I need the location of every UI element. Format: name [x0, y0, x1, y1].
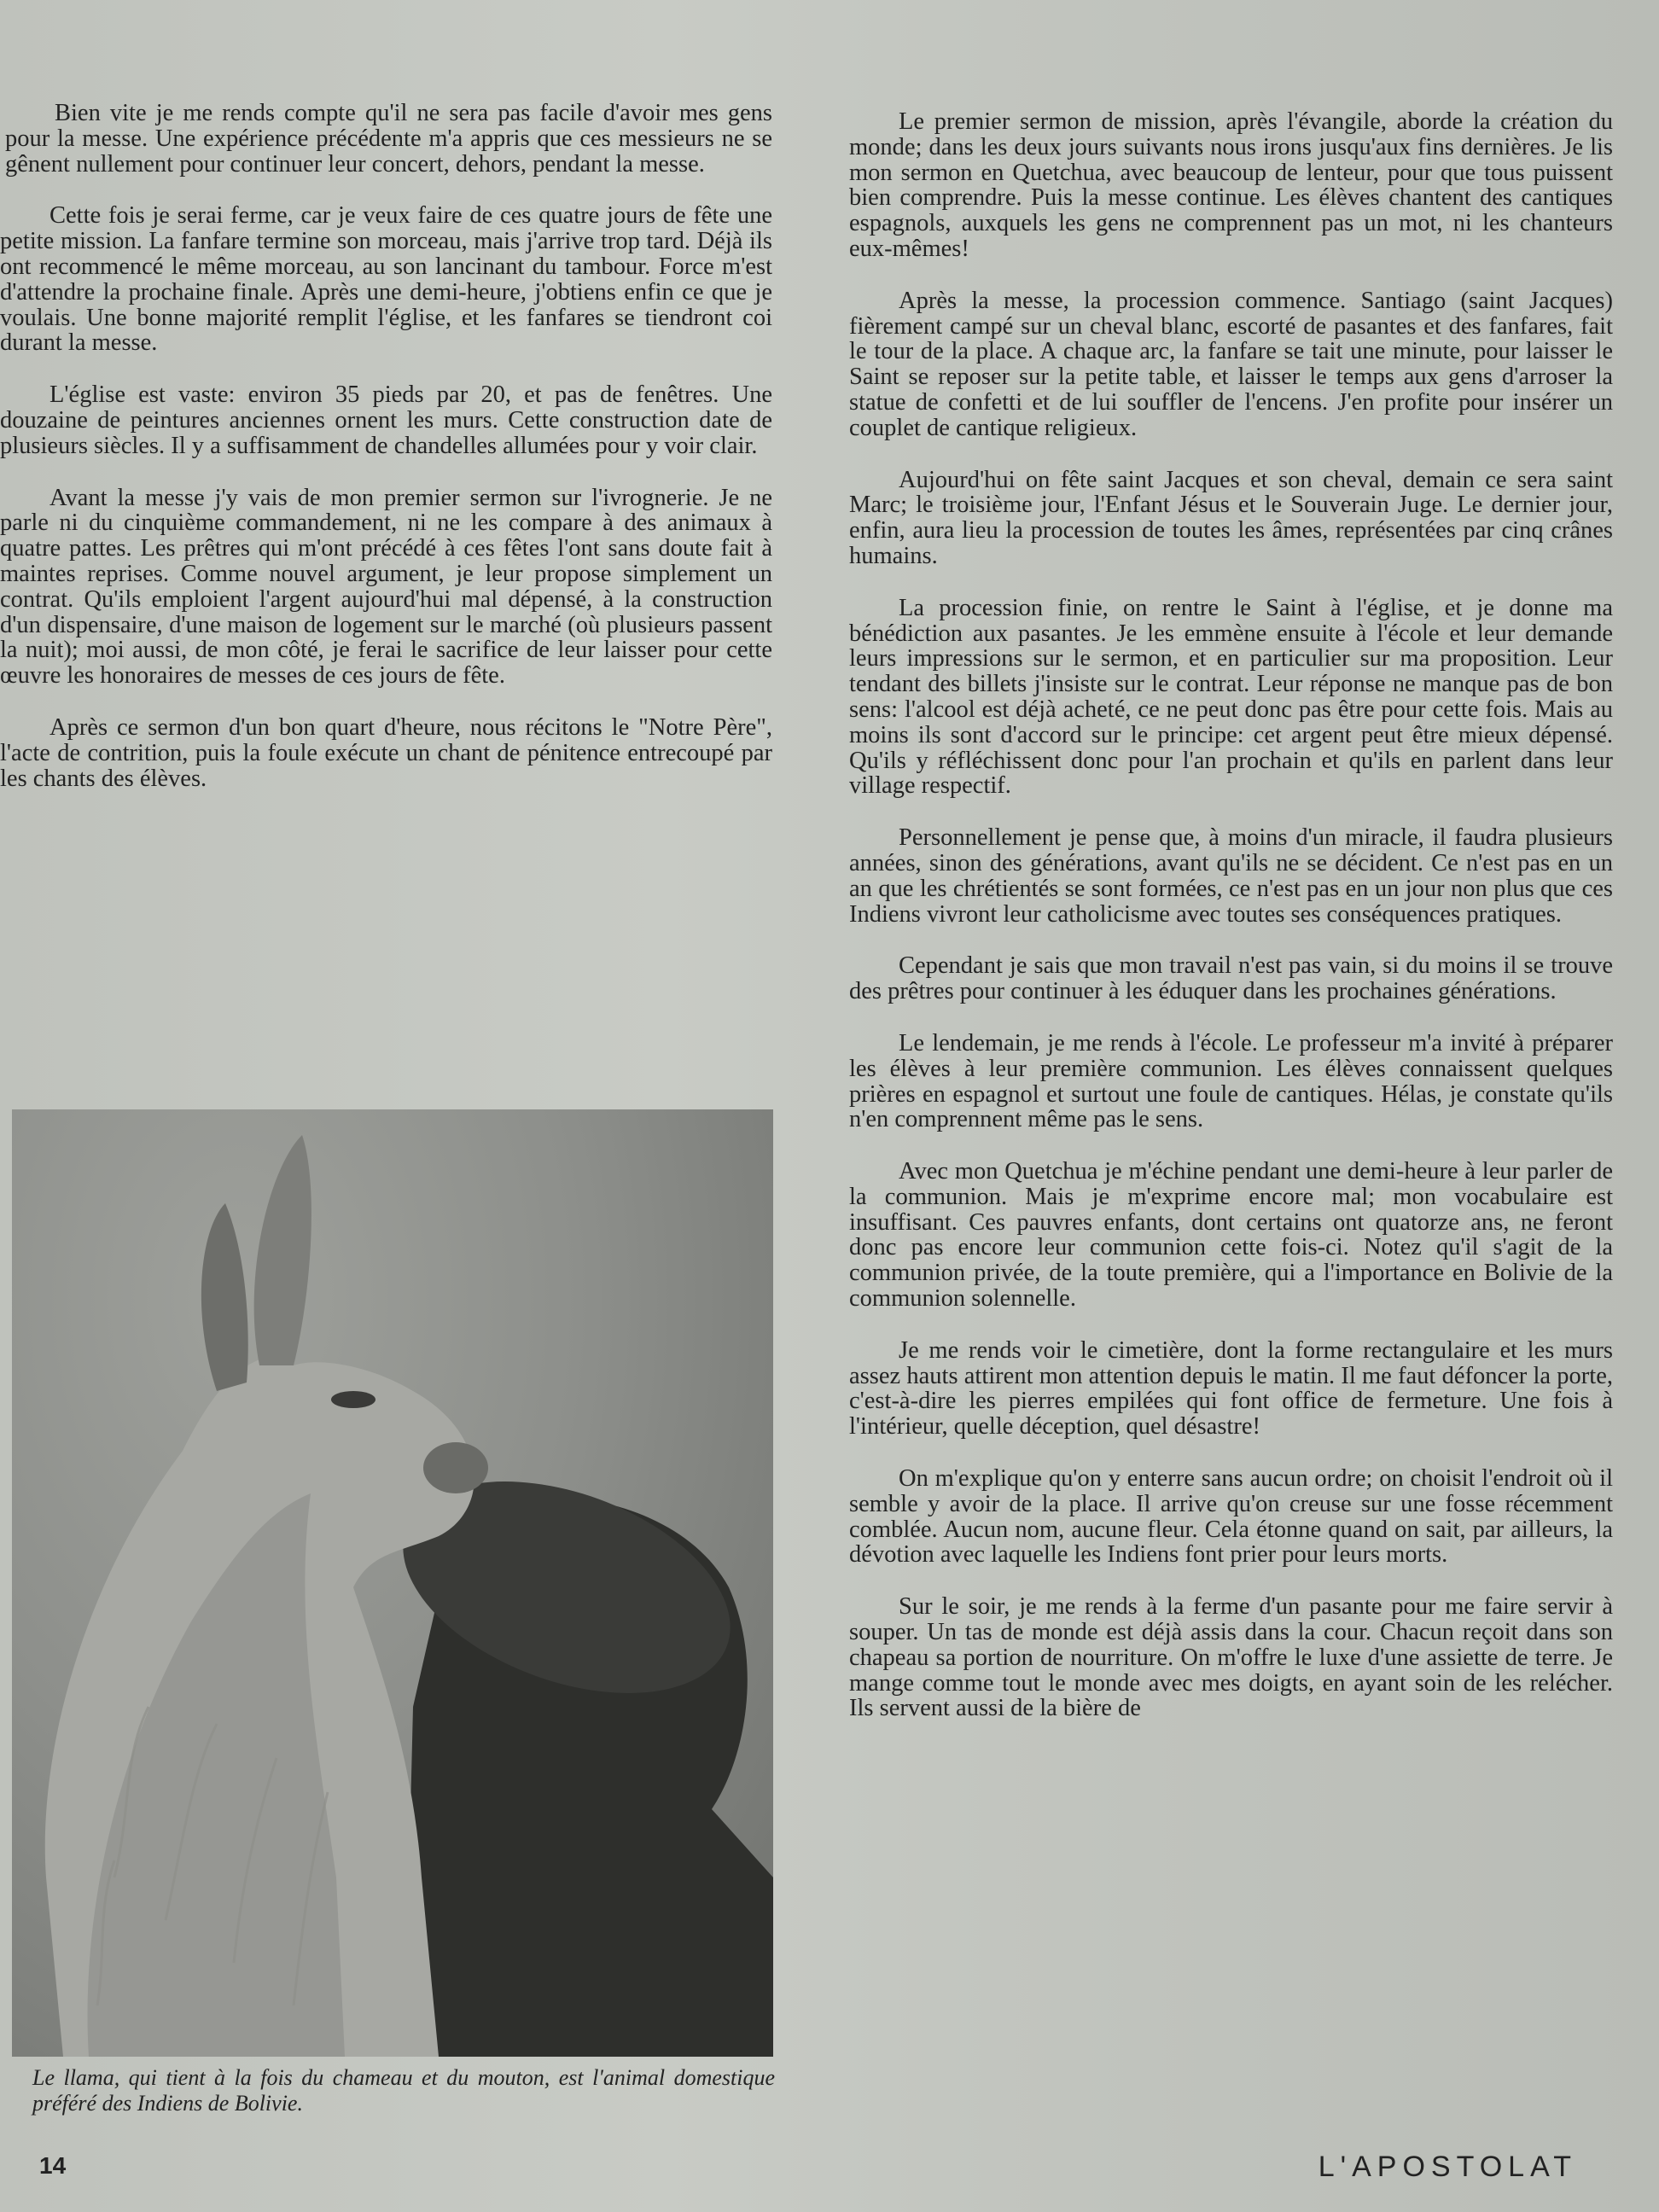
- paragraph: Sur le soir, je me rends à la ferme d'un pasante pour me faire servir à souper. Un tas de monde est déjà assis dans la cour. Chacun reçoit dans son chapeau sa portion de nourriture. On m'offre le luxe d'une assiette de terre. Je mange comme tout le monde avec mes doigts, en ayant soin de les relécher. Ils servent aussi de la bière de: [849, 1593, 1613, 1722]
- photo-caption: Le llama, qui tient à la fois du chameau et du mouton, est l'animal domestique préféré des Indiens de Bolivie.: [32, 2065, 775, 2116]
- paragraph: Aujourd'hui on fête saint Jacques et son cheval, demain ce sera saint Marc; le troisième jour, l'Enfant Jésus et le Souverain Juge. Le dernier jour, enfin, aura lieu la procession de toutes les âmes, représentées par cinq crânes humains.: [849, 466, 1613, 569]
- paragraph: Avant la messe j'y vais de mon premier sermon sur l'ivrognerie. Je ne parle ni du cinquième commandement, ni ne les compare à des animaux à quatre pattes. Les prêtres qui m'ont précédé à ces fêtes l'ont sans doute fait à maintes reprises. Comme nouvel argument, je leur propose simplement un contrat. Qu'ils emploient l'argent aujourd'hui mal dépensé, à la construction d'un dispensaire, d'une maison de logement sur le marché (où plusieurs passent la nuit); moi aussi, de mon côté, je ferai le sacrifice de leur laisser pour cette œuvre les honoraires de messes de ces jours de fête.: [0, 484, 772, 690]
- paragraph: Le premier sermon de mission, après l'évangile, aborde la création du monde; dans les deux jours suivants nous irons jusqu'aux fins dernières. Je lis mon sermon en Quetchua, avec beaucoup de lenteur, pour que tous puissent bien comprendre. Puis la messe continue. Les élèves chantent des cantiques espagnols, auxquels les gens ne comprennent pas un mot, ni les chanteurs eux-mêmes!: [849, 108, 1613, 262]
- paragraph: Je me rends voir le cimetière, dont la forme rectangulaire et les murs assez hauts attirent mon attention depuis le matin. Il me faut défoncer la porte, c'est-à-dire les pierres empilées qui font office de fermeture. Une fois à l'intérieur, quelle déception, quel désastre!: [849, 1336, 1613, 1441]
- paragraph: Le lendemain, je me rends à l'école. Le professeur m'a invité à préparer les élèves à leur première communion. Les élèves connaissent quelques prières en espagnol et surtout une foule de cantiques. Hélas, je constate qu'ils n'en comprennent même pas le sens.: [849, 1029, 1613, 1133]
- page-number: 14: [39, 2152, 67, 2179]
- paragraph: Après la messe, la procession commence. Santiago (saint Jacques) fièrement campé sur un cheval blanc, escorté de pasantes et des fanfares, fait le tour de la place. A chaque arc, la fanfare se tait une minute, pour laisser le Saint se reposer sur la petite table, et laisser le temps aux gens d'arroser la statue de confetti et de lui souffler de l'encens. J'en profite pour insérer un couplet de cantique religieux.: [849, 287, 1613, 441]
- left-text-column: [0, 101, 772, 818]
- magazine-title: L'APOSTOLAT: [1318, 2151, 1577, 2183]
- paragraph: Après ce sermon d'un bon quart d'heure, nous récitons le "Notre Père", l'acte de contrition, puis la foule exécute un chant de pénitence entrecoupé par les chants des élèves.: [0, 713, 772, 792]
- paragraph: La procession finie, on rentre le Saint à l'église, et je donne ma bénédiction aux pasantes. Je les emmène ensuite à l'école et leur demande leurs impressions sur le sermon, et en particulier sur ma proposition. Leur tendant des billets j'insiste sur le contrat. Leur réponse ne manque pas de bon sens: l'alcool est déjà acheté, ce ne peut donc pas être pour cette fois. Mais au moins ils sont d'accord sur le principe: cet argent peut être mieux dépensé. Qu'ils y réfléchissent donc pour l'an prochain et qu'ils en parlent dans leur village respectif.: [849, 594, 1613, 800]
- paragraph: Cette fois je serai ferme, car je veux faire de ces quatre jours de fête une petite mission. La fanfare termine son morceau, mais j'arrive trop tard. Déjà ils ont recommencé le même morceau, au son lancinant du tambour. Force m'est d'attendre la prochaine finale. Après une demi-heure, j'obtiens enfin ce que je voulais. Une bonne majorité remplit l'église, et les fanfares se tiendront coi durant la messe.: [0, 202, 772, 357]
- paragraph: Cependant je sais que mon travail n'est pas vain, si du moins il se trouve des prêtres pour continuer à les éduquer dans les prochaines générations.: [849, 952, 1613, 1005]
- paragraph: Personnellement je pense que, à moins d'un miracle, il faudra plusieurs années, sinon des générations, avant qu'ils ne se décident. Ce n'est pas en un an que les chrétientés se sont formées, ce n'est pas en un jour non plus que ces Indiens vivront leur catholicisme avec toutes ses conséquences pratiques.: [849, 824, 1613, 928]
- paragraph: Avec mon Quetchua je m'échine pendant une demi-heure à leur parler de la communion. Mais je m'exprime encore mal; mon vocabulaire est insuffisant. Ces pauvres enfants, dont certains ont quatorze ans, ne feront donc pas encore leur communion cette fois-ci. Notez qu'il s'agit de la communion privée, de la toute première, qui a l'importance en Bolivie de la communion solennelle.: [849, 1158, 1613, 1313]
- paragraph: On m'explique qu'on y enterre sans aucun ordre; on choisit l'endroit où il semble y avoir de la place. Il arrive qu'on creuse sur une fosse récemment comblée. Aucun nom, aucune fleur. Cela étonne quand on sait, par ailleurs, la dévotion avec laquelle les Indiens font prier pour leurs morts.: [849, 1465, 1613, 1569]
- right-text-column: [849, 109, 1613, 1748]
- llama-photo: [12, 1109, 773, 2057]
- paragraph: L'église est vaste: environ 35 pieds par 20, et pas de fenêtres. Une douzaine de peintures anciennes ornent les murs. Cette construction date de plusieurs siècles. Il y a suffisamment de chandelles allumées pour y voir clair.: [0, 381, 772, 459]
- paragraph: Bien vite je me rends compte qu'il ne sera pas facile d'avoir mes gens pour la messe. Une expérience précédente m'a appris que ces messieurs ne se gênent nullement pour continuer leur concert, dehors, pendant la messe.: [5, 100, 772, 178]
